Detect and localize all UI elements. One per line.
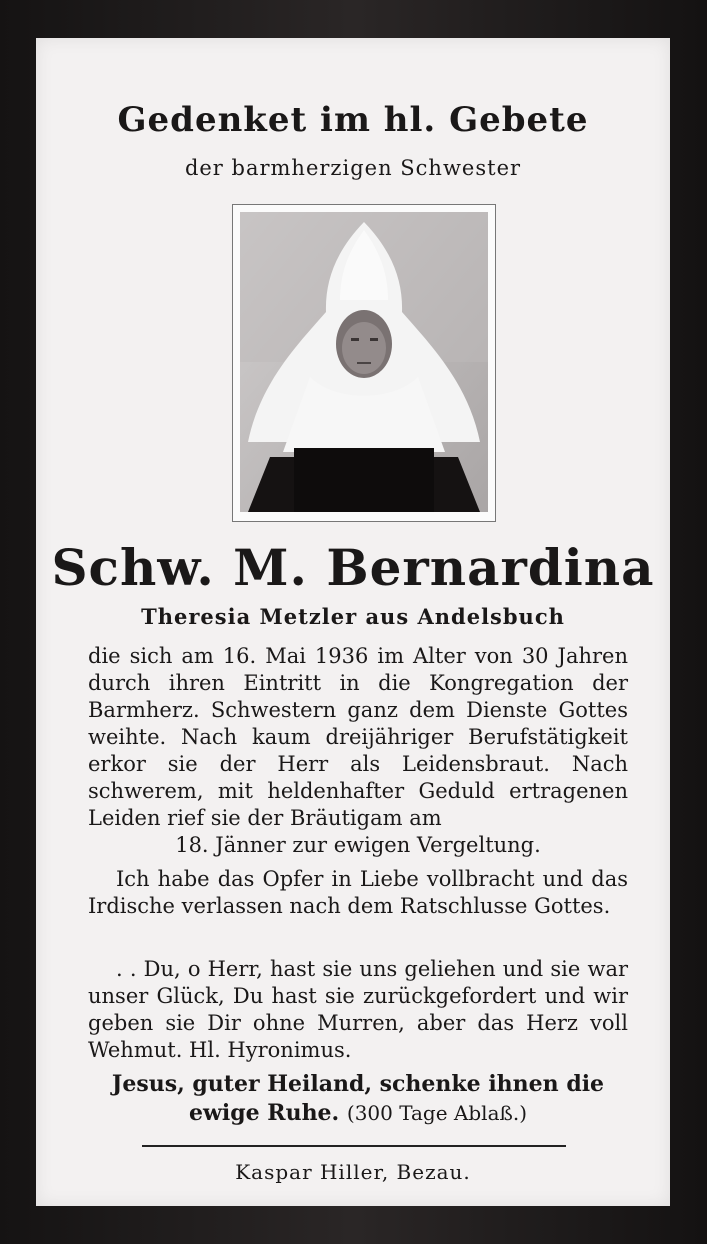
biography-paragraph [88,643,628,859]
prayer-text: Jesus, guter Heiland, schenke ihnen die ewige Ruhe. [111,1071,605,1126]
card-subtitle: der barmherzigen Schwester [184,156,522,180]
biography-last-line: 18. Jänner zur ewigen Vergeltung. [175,833,541,857]
deceased-name: Schw. M. Bernardina [51,538,655,597]
quote-paragraph: Ich habe das Opfer in Liebe vollbracht und das Irdische verlassen nach dem Ratschlusse Gottes. [88,867,628,918]
card-title: Gedenket im hl. Gebete [117,100,589,140]
portrait-photo [240,212,488,512]
printer-credit: Kaspar Hiller, Bezau. [235,1160,471,1184]
deceased-origin: Theresia Metzler aus Andelsbuch [141,604,565,629]
indulgence-note: (300 Tage Ablaß.) [346,1101,528,1125]
prayer-block [88,1070,628,1128]
nun-portrait-image [240,212,488,512]
biography-text: die sich am 16. Mai 1936 im Alter von 30 Jahren durch ihren Eintritt in die Kongregation der Barmherz. Schwestern ganz dem Dienste Gottes weihte. Nach kaum dreijähriger Berufstätigkeit erkor sie der Herr als Leidensbraut. Nach schwerem, mit heldenhafter Geduld ertragenen Leiden rief sie der Bräutigam am [88,644,628,830]
divider-line [142,1145,566,1147]
memorial-card [36,38,670,1206]
hieronymus-quote: . . Du, o Herr, hast sie uns geliehen und sie war unser Glück, Du hast sie zurückgefordert und wir geben sie Dir ohne Murren, aber das Herz voll Wehmut. Hl. Hyronimus. [88,957,628,1062]
portrait-frame [232,204,496,522]
